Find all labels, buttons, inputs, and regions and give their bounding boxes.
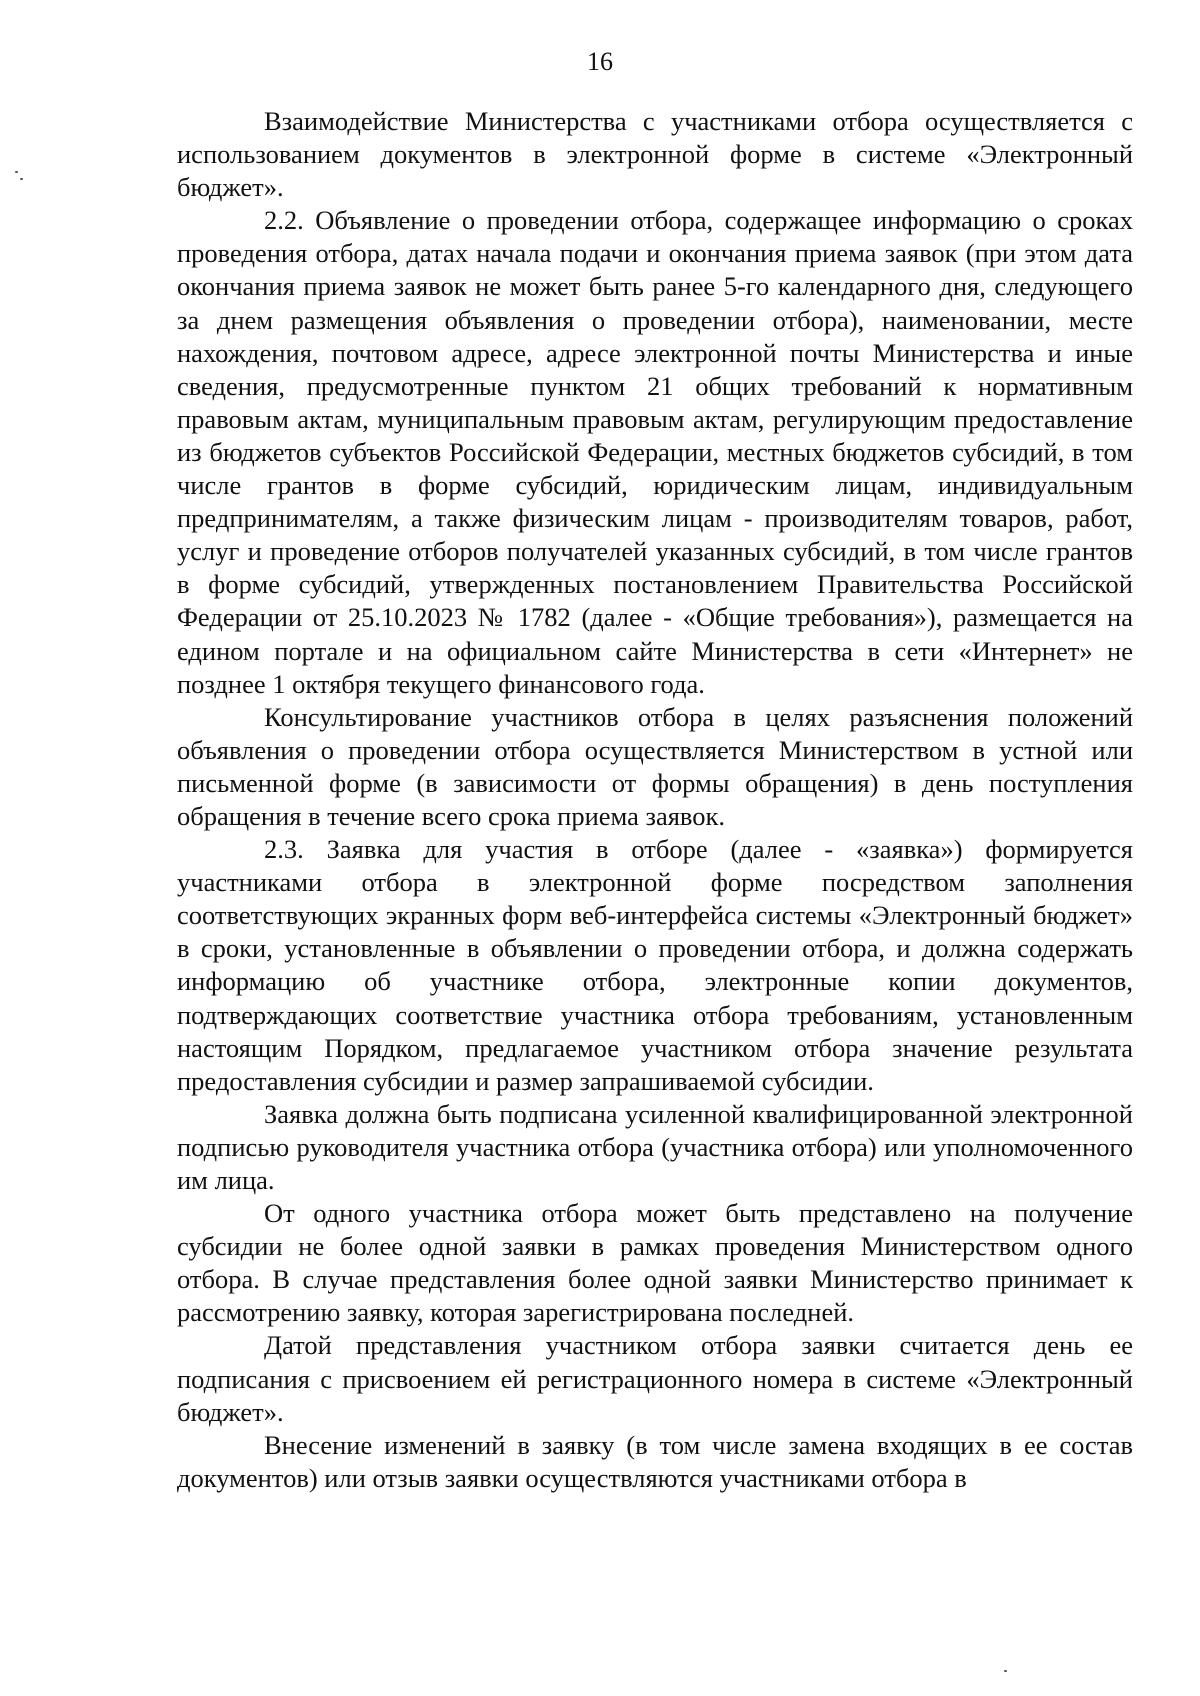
page-number: 16 [587,47,613,76]
paragraph-interaction: Взаимодействие Министерства с участниками отбора осуществляется с использованием документов в электронной форме в системе «Электронный бюджет». [177,106,1133,203]
scan-speck [1004,1670,1007,1672]
scan-speck [15,171,18,173]
paragraph-2-3-application: 2.3. Заявка для участия в отборе (далее - «заявка») формируется участниками отбора в электронной форме посредством заполнения соответствующих экранных форм веб-интерфейса системы «Электронный бюджет» в сроки, установленные в объявлении о проведении отбора, и должна содержать информацию об участнике отбора, электронные копии документов, подтверждающих соответствие участника отбора требованиям, установленным настоящим Порядком, предлагаемое участником отбора значение результата предоставления субсидии и размер запрашиваемой субсидии. [177,834,1133,1096]
paragraph-2-2-announcement: 2.2. Объявление о проведении отбора, содержащее информацию о сроках проведения отбора, датах начала подачи и окончания приема заявок (при этом дата окончания приема заявок не может быть ранее 5-го календарного дня, следующего за днем размещения объявления о проведении отбора), наименовании, месте нахождения, почтовом адресе, адресе электронной почты Министерства и иные сведения, предусмотренные пунктом 21 общих требований к нормативным правовым актам, муниципальным правовым актам, регулирующим предоставление из бюджетов субъектов Российской Федерации, местных бюджетов субсидий, в том числе грантов в форме субсидий, юридическим лицам, индивидуальным предпринимателям, а также физическим лицам - производителям товаров, работ, услуг и проведение отборов получателей указанных субсидий, в том числе грантов в форме субсидий, утвержденных постановлением Правительства Российской Федерации от 25.10.2023 № 1782 (далее - «Общие требования»), размещается на едином портале и на официальном сайте Министерства в сети «Интернет» не позднее 1 октября текущего финансового года. [177,205,1133,699]
scan-speck [20,178,23,180]
paragraph-signature: Заявка должна быть подписана усиленной квалифицированной электронной подписью руководителя участника отбора (участника отбора) или уполномоченного им лица. [177,1098,1133,1195]
paragraph-one-application: От одного участника отбора может быть представлено на получение субсидии не более одной заявки в рамках проведения Министерством одного отбора. В случае представления более одной заявки Министерство принимает к рассмотрению заявку, которая зарегистрирована последней. [177,1198,1133,1328]
paragraph-submission-date: Датой представления участником отбора заявки считается день ее подписания с присвоением ей регистрационного номера в системе «Электронный бюджет». [177,1330,1133,1427]
paragraph-changes: Внесение изменений в заявку (в том числе замена входящих в ее состав документов) или отзыв заявки осуществляются участниками отбора в [177,1429,1133,1493]
paragraph-consultation: Консультирование участников отбора в целях разъяснения положений объявления о проведении отбора осуществляется Министерством в устной или письменной форме (в зависимости от формы обращения) в день поступления обращения в течение всего срока приема заявок. [177,701,1133,831]
body-text [177,105,1133,1495]
